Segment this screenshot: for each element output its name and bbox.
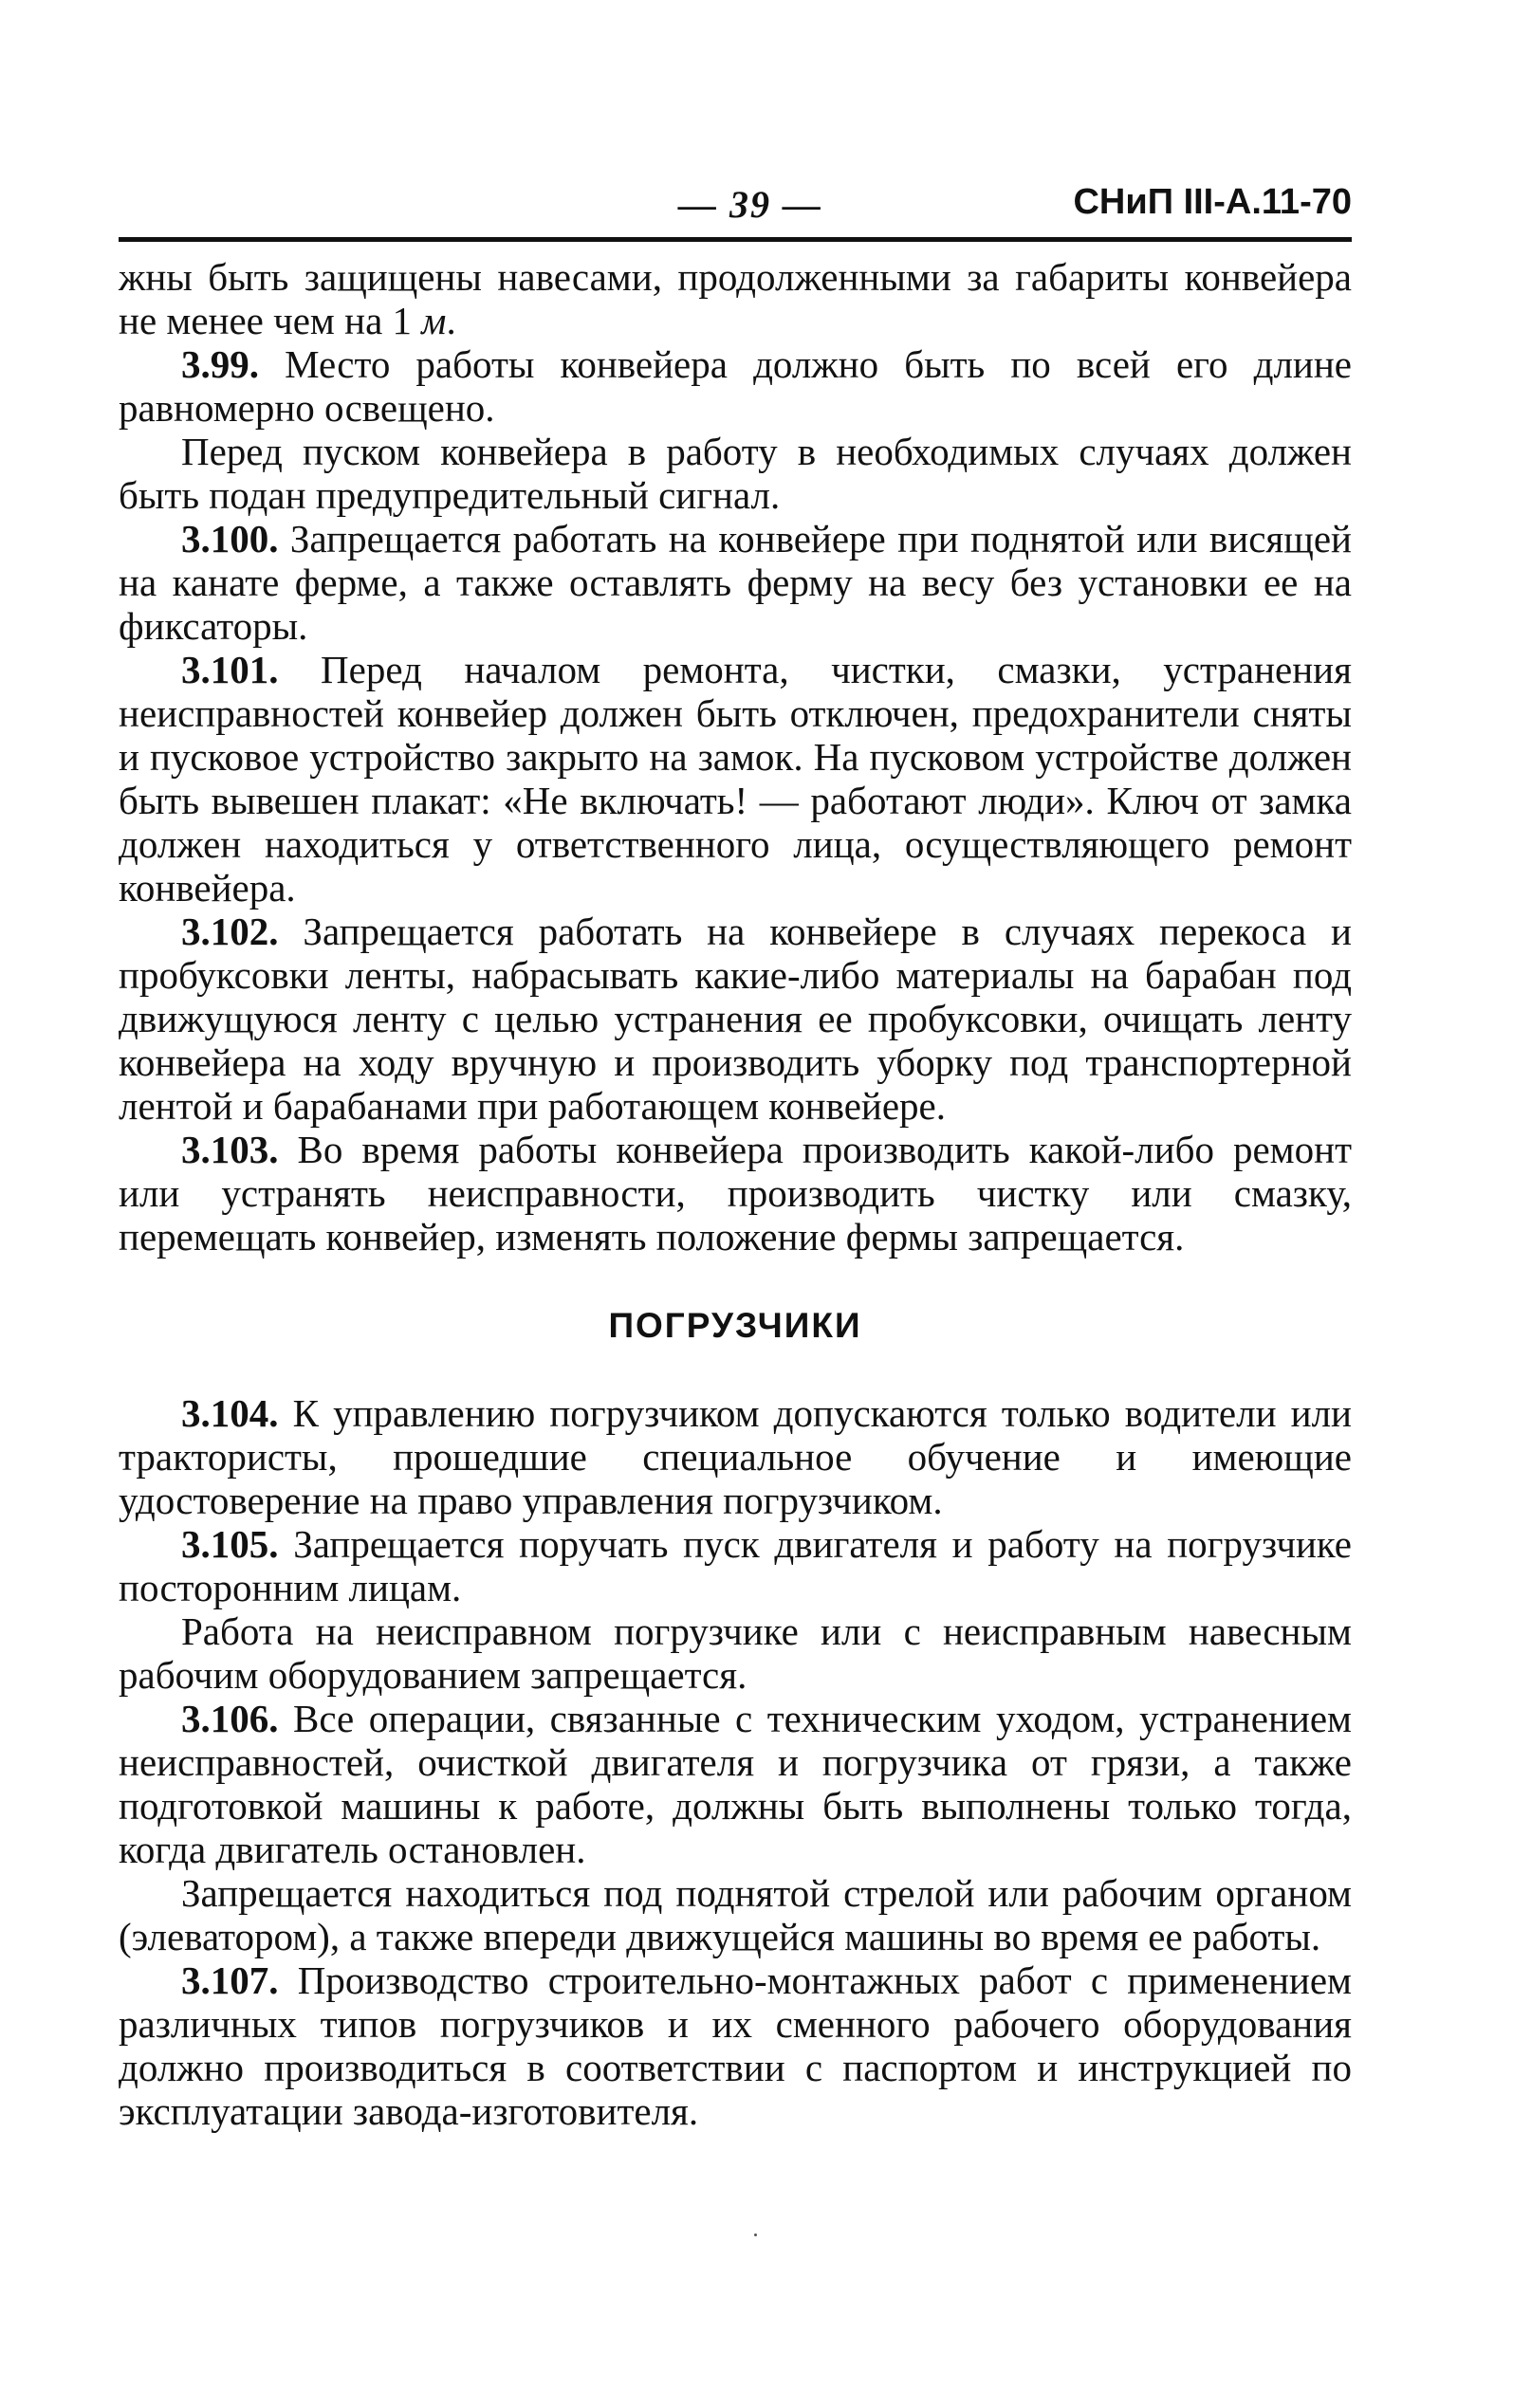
paragraph (119, 430, 1352, 517)
body-text-top (119, 255, 1352, 1259)
paragraph (119, 910, 1352, 1128)
clause-number: 3.102. (181, 910, 279, 953)
clause-number: 3.106. (181, 1697, 279, 1740)
paragraph-text: жны быть защищены навесами, продолженными за габариты конвейера не менее чем на 1 (119, 255, 1352, 342)
paragraph-text: Производство строительно-монтажных работ с применением различных типов погрузчиков и их сменного рабочего оборудования должно производиться в соответствии с паспортом и инструкцией по эксплуатации завода-изготовителя. (119, 1958, 1352, 2133)
paragraph-text: Перед началом ремонта, чистки, смазки, устранения неисправностей конвейер должен быть отключен, предохранители сняты и пусковое устройство закрыто на замок. На пусковом устройстве должен быть вывешен плакат: «Не включать! — работают люди». Ключ от замка должен находиться у ответственного лица, осуществляющего ремонт конвейера. (119, 648, 1352, 910)
page-header (119, 171, 1352, 237)
paragraph-tail: . (446, 299, 456, 342)
clause-number: 3.100. (181, 517, 279, 561)
section-title: ПОГРУЗЧИКИ (608, 1306, 862, 1345)
paragraph (119, 1871, 1352, 1958)
clause-number: 3.99. (181, 342, 259, 386)
paragraph (119, 1609, 1352, 1697)
paragraph-text: Запрещается находиться под поднятой стрелой или рабочим органом (элеватором), а также впереди движущейся машины во время ее работы. (119, 1871, 1352, 1958)
clause-number: 3.103. (181, 1128, 279, 1171)
header-rule (119, 237, 1352, 242)
paragraph (119, 517, 1352, 648)
paragraph-text: Перед пуском конвейера в работу в необходимых случаях должен быть подан предупредительный сигнал. (119, 430, 1352, 517)
paragraph (119, 255, 1352, 342)
scan-speck (754, 2233, 757, 2236)
paragraph-text: Во время работы конвейера производить какой-либо ремонт или устранять неисправности, производить чистку или смазку, перемещать конвейер, изменять положение фермы запрещается. (119, 1128, 1352, 1259)
paragraph (119, 1958, 1352, 2133)
page-number: — 39 — (678, 183, 822, 226)
paragraph-text: К управлению погрузчиком допускаются только водители или трактористы, прошедшие специальное обучение и имеющие удостоверение на право управления погрузчиком. (119, 1391, 1352, 1522)
clause-number: 3.105. (181, 1522, 279, 1566)
paragraph (119, 342, 1352, 430)
clause-number: 3.104. (181, 1391, 279, 1435)
clause-number: 3.101. (181, 648, 279, 691)
body-text-bottom (119, 1391, 1352, 2133)
unit-text: м (421, 299, 447, 342)
clause-number: 3.107. (181, 1958, 279, 2002)
paragraph-text: Запрещается работать на конвейере в случаях перекоса и пробуксовки ленты, набрасывать какие-либо материалы на барабан под движущуюся ленту с целью устранения ее пробуксовки, очищать ленту конвейера на ходу вручную и производить уборку под транспортерной лентой и барабанами при работающем конвейере. (119, 910, 1352, 1128)
document-page (119, 171, 1352, 2133)
paragraph (119, 648, 1352, 910)
paragraph (119, 1697, 1352, 1871)
paragraph (119, 1128, 1352, 1259)
paragraph-text: Место работы конвейера должно быть по всей его длине равномерно освещено. (119, 342, 1352, 430)
paragraph (119, 1522, 1352, 1609)
paragraph-text: Запрещается работать на конвейере при поднятой или висящей на канате ферме, а также оставлять ферму на весу без установки ее на фиксаторы. (119, 517, 1352, 648)
document-code: СНиП III-А.11-70 (1073, 182, 1352, 222)
paragraph-text: Запрещается поручать пуск двигателя и работу на погрузчике посторонним лицам. (119, 1522, 1352, 1609)
paragraph (119, 1391, 1352, 1522)
paragraph-text: Все операции, связанные с техническим уходом, устранением неисправностей, очисткой двигателя и погрузчика от грязи, а также подготовкой машины к работе, должны быть выполнены только тогда, когда двигатель остановлен. (119, 1697, 1352, 1871)
paragraph-text: Работа на неисправном погрузчике или с неисправным навесным рабочим оборудованием запрещается. (119, 1609, 1352, 1697)
